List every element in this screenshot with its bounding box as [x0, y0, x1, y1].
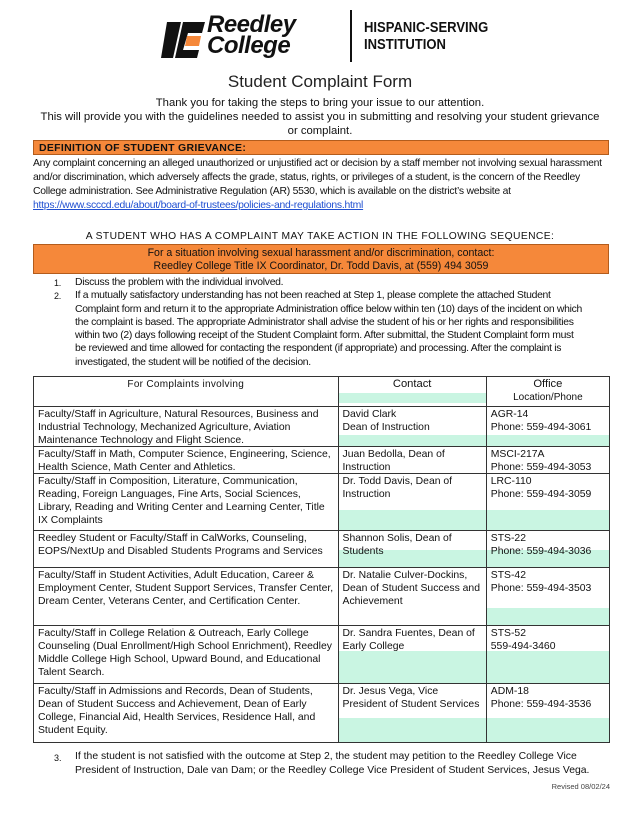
intro-line-2: This will provide you with the guidelines needed to assist you in submitting and resolving your student grievance or complaint. — [40, 111, 600, 137]
table-row — [34, 567, 610, 625]
revised-date: Revised 08/02/24 — [551, 782, 610, 791]
step-2: 2. If a mutually satisfactory understanding has not been reached at Step 1, please complete the attached Student Complaint form and return it to the appropriate Administration office below within ten (10) days of the incident on which the complaint is based. The appropriate Administrator shall advise the student of his or her rights and responsibilities within two (2) days following receipt of the Student Complaint form. After submittal, the Student Complaint form must be reviewed and time allowed for contacting the respondent (if appropriate) and processing. After the complaint is investigated, the student will be notified of the decision. — [54, 290, 583, 368]
logo-divider — [350, 10, 352, 62]
steps-list — [54, 276, 582, 369]
policies-link[interactable]: https://www.scccd.edu/about/board-of-trustees/policies-and-regulations.html — [33, 200, 364, 211]
office-cell: STS-42 Phone: 559-494-3503 — [487, 568, 609, 625]
complaints-cell: Faculty/Staff in Composition, Literature, Communication, Reading, Foreign Languages, Fine Arts, Social Sciences, Library, Reading and Writing Center and Learning Center, Title IX Complaints — [38, 475, 325, 527]
page-title: Student Complaint Form — [227, 72, 413, 91]
title-ix-bar — [33, 244, 609, 274]
reedley-logo-icon — [161, 20, 205, 60]
office-cell: LRC-110 Phone: 559-494-3059 — [487, 474, 609, 530]
definition-heading: DEFINITION OF STUDENT GRIEVANCE: — [39, 142, 247, 154]
office-cell: ADM-18 Phone: 559-494-3536 — [487, 684, 609, 742]
definition-text: Any complaint concerning an alleged unauthorized or unjustified act or decision by a staff member not involving sexual harassment and/or discrimination, which adversely affects the grade, status, rights, or privileges of a student, is the concern of the Reedley College administration. See Administrative Regulation (AR) 5530, which is available on the district’s website at https://www.scccd.edu/about/board-of-trustees/policies-and-regulations.html — [33, 158, 602, 211]
contact-cell: David Clark Dean of Instruction — [339, 407, 486, 446]
title-ix-line-2: Reedley College Title IX Coordinator, Dr. Todd Davis, at (559) 494 3059 — [153, 260, 489, 272]
table-row — [34, 406, 610, 446]
contacts-table — [33, 376, 610, 743]
title-ix-line-1: For a situation involving sexual harassment and/or discrimination, contact: — [147, 247, 495, 259]
header-complaints: For Complaints involving — [127, 379, 245, 390]
contact-cell: Shannon Solis, Dean of Students — [339, 531, 486, 567]
table-row — [34, 473, 610, 530]
table-row — [34, 530, 610, 567]
step-3: 3. If the student is not satisfied with the outcome at Step 2, the student may petition to the Reedley College Vice President of Instruction, Dale van Dam; or the Reedley College Vice President of Student Services, Jesus Vega. — [54, 751, 590, 776]
office-cell: STS-22 Phone: 559-494-3036 — [487, 531, 609, 567]
contact-cell: Dr. Jesus Vega, Vice President of Student Services — [339, 684, 486, 742]
complaints-cell: Faculty/Staff in College Relation & Outreach, Early College Counseling (Dual Enrollment/High School Enrichment), Reedley Middle College High School, Upward Bound, and Educational Talent Search. — [38, 627, 332, 679]
contact-cell: Dr. Natalie Culver-Dockins, Dean of Student Success and Achievement — [342, 569, 480, 608]
header-office: Office Location/Phone — [513, 378, 583, 404]
office-cell: STS-52 559-494-3460 — [487, 626, 609, 683]
header — [0, 6, 640, 64]
complaints-cell: Faculty/Staff in Student Activities, Adult Education, Career & Employment Center, Student Support Services, Transfer Center, Dream Center, Veterans Center, and Certification Center. — [38, 569, 334, 608]
contact-cell: Juan Bedolla, Dean of Instruction — [342, 448, 445, 473]
definition-heading-bar — [33, 140, 609, 155]
complaints-cell: Faculty/Staff in Agriculture, Natural Resources, Business and Industrial Technology, Mechanized Agriculture, Aviation Maintenance Technology and Flight Science. — [38, 408, 319, 447]
office-cell: AGR-14 Phone: 559-494-3061 — [487, 407, 609, 446]
complaints-cell: Faculty/Staff in Admissions and Records, Dean of Students, Dean of Student Success and Achievement, Dean of Early College, Financial Aid, Health Services, Residence Hall, and Student Equity. — [38, 685, 316, 737]
complaints-cell: Faculty/Staff in Math, Computer Science, Engineering, Science, Health Science, Math Center and Athletics. — [38, 448, 331, 473]
contact-cell: Dr. Todd Davis, Dean of Instruction — [339, 474, 486, 530]
step-1: 1. Discuss the problem with the individual involved. — [54, 277, 284, 288]
table-header-row — [34, 377, 610, 407]
table-row — [34, 446, 610, 473]
intro-line-1: Thank you for taking the steps to bring your issue to our attention. — [155, 97, 485, 109]
sequence-heading: A STUDENT WHO HAS A COMPLAINT MAY TAKE ACTION IN THE FOLLOWING SEQUENCE: — [85, 231, 555, 242]
header-contact: Contact — [339, 377, 486, 403]
intro — [40, 96, 600, 138]
table-row — [34, 683, 610, 742]
contact-cell: Dr. Sandra Fuentes, Dean of Early College — [339, 626, 486, 683]
logo-wordmark: Reedley College — [207, 11, 296, 59]
office-cell: MSCI-217A Phone: 559-494-3053 — [490, 448, 592, 473]
hsi-label: HISPANIC-SERVING INSTITUTION — [364, 20, 489, 53]
complaints-cell: Reedley Student or Faculty/Staff in CalWorks, Counseling, EOPS/NextUp and Disabled Students Programs and Services — [38, 532, 323, 557]
table-row — [34, 625, 610, 683]
